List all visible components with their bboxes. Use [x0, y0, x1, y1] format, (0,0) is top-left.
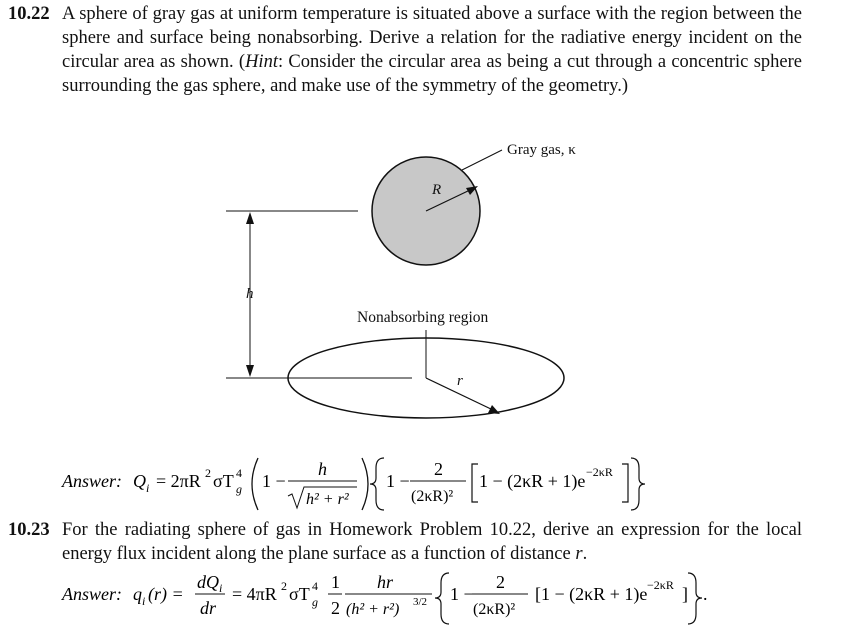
r-label: r [457, 373, 463, 389]
r-squared: 2 [205, 466, 211, 480]
q-symbol: Q [133, 471, 146, 491]
f2-exp: 3/2 [413, 596, 428, 608]
f1-num: 1 [331, 572, 340, 592]
bracket-close: ] [682, 584, 688, 604]
height-label: h [246, 286, 254, 302]
brace-one-minus: 1 − [450, 584, 474, 604]
dq-sub: i [219, 581, 223, 595]
radius-label: R [432, 182, 442, 198]
t-fourth: 4 [236, 466, 242, 480]
frac-den: h² + r² [306, 491, 349, 508]
exponent: −2κR [647, 578, 674, 592]
left-brace [435, 573, 449, 624]
one-minus: 1 − [262, 471, 286, 491]
frac3-den: (2κR)² [473, 601, 516, 618]
bracket-expr: [1 − (2κR + 1)e [535, 584, 648, 604]
dq-den: dr [200, 598, 217, 618]
answer-label: Answer: [62, 471, 122, 491]
t-subscript-g: g [312, 595, 318, 609]
frac-num-h: h [318, 459, 327, 479]
right-brace [688, 573, 702, 624]
q-arg: (r) = [148, 584, 184, 604]
sigma-t: σT [289, 584, 310, 604]
exponent: −2κR [586, 465, 613, 479]
q-symbol: q [133, 584, 142, 604]
bracket-expr: 1 − (2κR + 1)e [479, 471, 586, 491]
q-subscript: i [146, 481, 150, 495]
problem-text-part: : Consider the circular area as being a cut through a concentric sphere surrounding the gas sphere, and make use of the symmetry of the geometry.) [62, 52, 802, 96]
brace-one-minus: 1 − [386, 471, 410, 491]
gas-label: Gray gas, κ [507, 142, 576, 158]
period: . [703, 584, 708, 604]
problem-text-part: . [582, 544, 588, 564]
f2-den: (h² + r²) [346, 601, 400, 618]
t-subscript-g: g [236, 482, 242, 496]
answer-label: Answer: [62, 584, 122, 604]
sigma-t: σT [213, 471, 234, 491]
frac2-num: 2 [434, 459, 443, 479]
frac3-num: 2 [496, 572, 505, 592]
region-label: Nonabsorbing region [357, 309, 489, 326]
r-squared: 2 [281, 579, 287, 593]
problem-text-part: A sphere of gray gas at uniform temperature is situated above a surface with the region between the sphere and surface being nonabsorbing. Derive a relation for the radiative energy incident on the circular area as shown. ( [62, 4, 802, 72]
hint-word: Hint [245, 52, 278, 72]
q-subscript: i [142, 594, 146, 608]
t-fourth: 4 [312, 579, 318, 593]
dq-num: dQ [197, 572, 219, 592]
eq-lead: = 4πR [232, 584, 277, 604]
f1-den: 2 [331, 598, 340, 618]
problem-number: 10.22 [8, 4, 50, 24]
eq-lead: = 2πR [156, 471, 201, 491]
problem-number: 10.23 [8, 520, 50, 540]
problem-text-part: For the radiating sphere of gas in Homework Problem 10.22, derive an expression for the local energy flux incident along the plane surface as a function of distance [62, 520, 802, 564]
frac2-den: (2κR)² [411, 488, 454, 505]
f2-num: hr [377, 572, 394, 592]
r-variable: r [575, 544, 583, 564]
